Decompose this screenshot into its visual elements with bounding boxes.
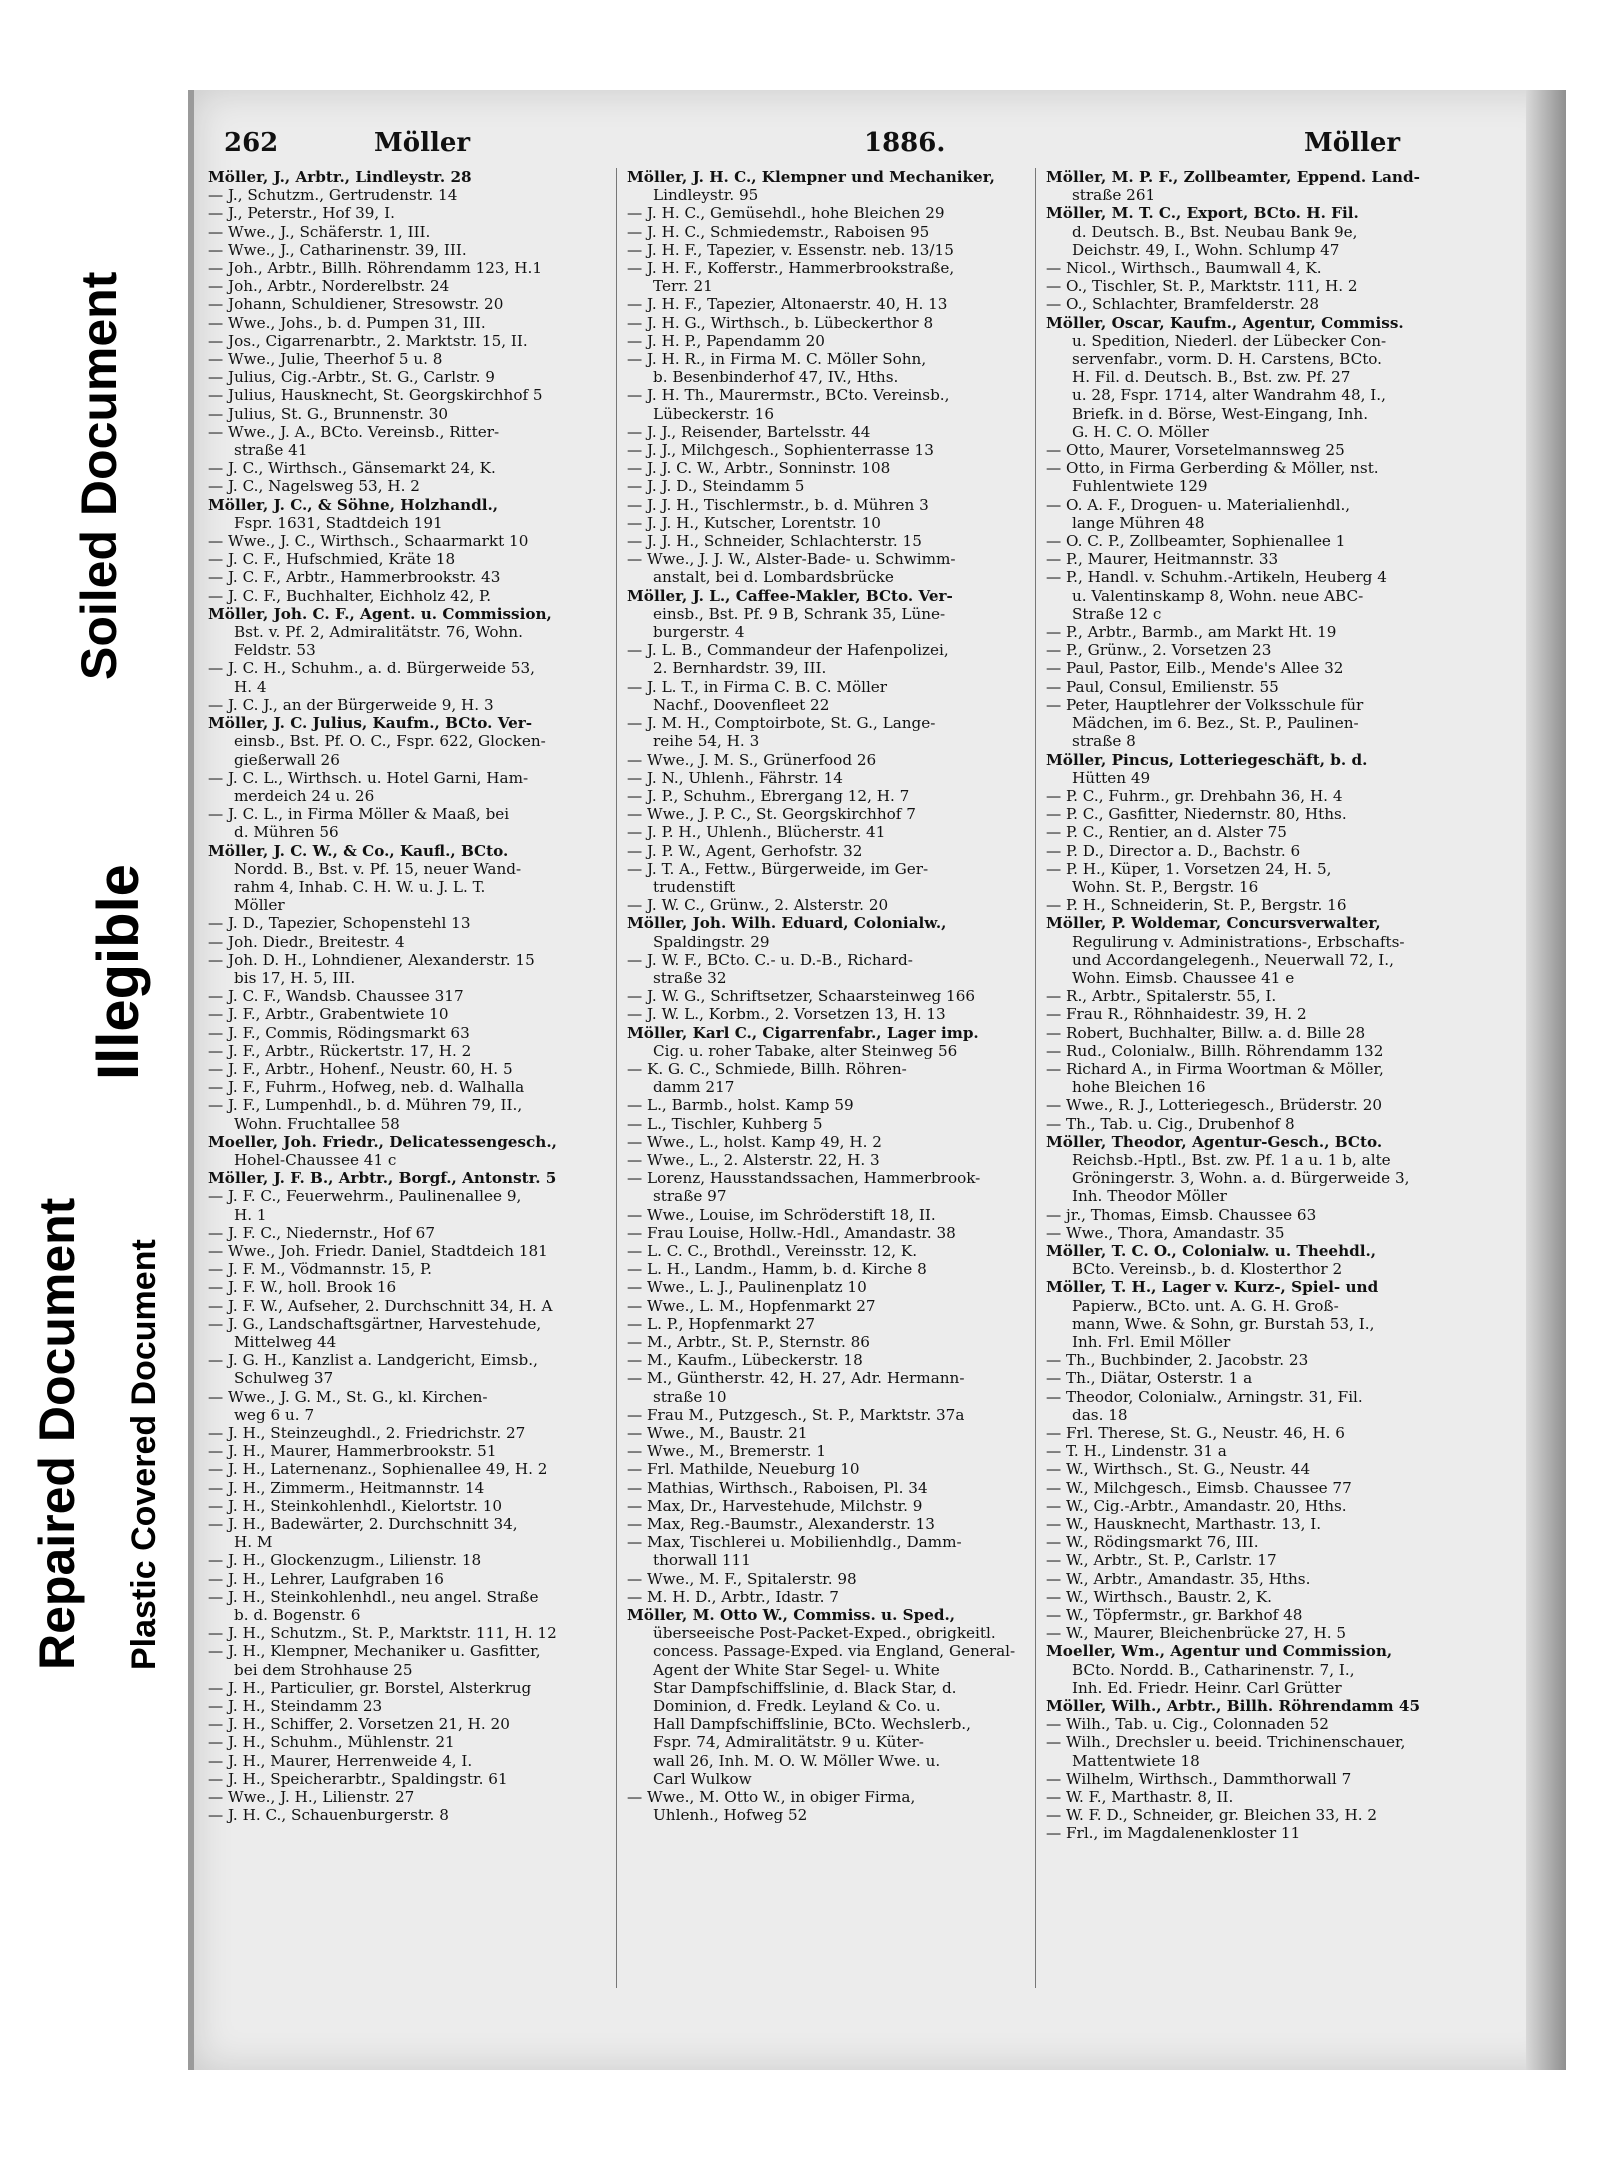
directory-entry-line: H. M [234,1533,273,1552]
directory-entry-line: — J. H., Speicherarbtr., Spaldingstr. 61 [208,1769,508,1788]
directory-entry-line: d. Deutsch. B., Bst. Neubau Bank 9e, [1072,222,1358,241]
directory-entry-line: G. H. C. O. Möller [1072,422,1209,441]
directory-entry-line: — J. F., Fuhrm., Hofweg, neb. d. Walhalla [208,1078,525,1097]
directory-entry-line: — P. C., Gasfitter, Niedernstr. 80, Hths. [1046,805,1347,824]
directory-entry-line: — J. C. F., Hufschmied, Kräte 18 [208,550,456,569]
directory-entry-line: — J. F., Commis, Rödingsmarkt 63 [208,1023,470,1042]
directory-entry-line: — P. C., Rentier, an d. Alster 75 [1046,823,1287,842]
directory-entry-line: — Th., Diätar, Osterstr. 1 a [1046,1369,1253,1388]
directory-entry-line: — Wwe., Julie, Theerhof 5 u. 8 [208,350,443,369]
directory-entry-line: Möller, Theodor, Agentur-Gesch., BCto. [1046,1132,1383,1151]
directory-entry-line: — J. H., Schutzm., St. P., Marktstr. 111, H. 12 [208,1624,557,1643]
directory-entry-line: — J. P. W., Agent, Gerhofstr. 32 [627,841,863,860]
directory-entry-line: — Lorenz, Hausstandssachen, Hammerbrook- [627,1169,981,1188]
directory-entry-line: — J. J. D., Steindamm 5 [627,477,805,496]
directory-entry-line: Möller, M. Otto W., Commiss. u. Sped., [627,1606,956,1625]
directory-entry-line: — Wwe., R. J., Lotteriegesch., Brüderstr. 20 [1046,1096,1383,1115]
directory-entry-line: Möller, J. C., & Söhne, Holzhandl., [208,495,499,514]
directory-entry-line: — M., Arbtr., St. P., Sternstr. 86 [627,1333,870,1351]
directory-entry-line: Hütten 49 [1072,768,1151,787]
directory-entry-line: Möller, T. C. O., Colonialw. u. Theehdl., [1046,1241,1377,1260]
directory-entry-line: Agent der White Star Segel- u. White [653,1660,940,1679]
directory-entry-line: — J. G. H., Kanzlist a. Landgericht, Eimsb., [208,1351,538,1370]
directory-entry-line: — J. F., Arbtr., Hohenf., Neustr. 60, H. 5 [208,1059,513,1078]
directory-entry-line: u. Spedition, Niederl. der Lübecker Con- [1072,331,1387,350]
directory-entry-line: — J. C. L., Wirthsch. u. Hotel Garni, Ham- [208,768,529,787]
directory-entry-line: Wohn. St. P., Bergstr. 16 [1072,877,1259,896]
directory-entry-line: Spaldingstr. 29 [653,932,770,951]
directory-entry-line: Terr. 21 [653,277,713,296]
directory-entry-line: — J. F., Lumpenhdl., b. d. Mühren 79, II., [208,1096,523,1115]
directory-entry-line: — Wwe., M., Baustr. 21 [627,1424,808,1443]
directory-entry-line: Nachf., Doovenfleet 22 [653,695,830,714]
directory-entry-line: — J. W. G., Schriftsetzer, Schaarsteinweg 166 [627,987,976,1006]
directory-entry-line: — J. H., Badewärter, 2. Durchschnitt 34, [208,1515,518,1534]
directory-entry-line: straße 97 [653,1187,727,1206]
directory-entry-line: Lindleystr. 95 [653,186,759,205]
directory-entry-line: Hall Dampfschiffslinie, BCto. Wechslerb., [653,1715,971,1734]
directory-entry-line: — Theodor, Colonialw., Arningstr. 31, Fil. [1046,1387,1363,1406]
directory-entry-line: — J. H. R., in Firma M. C. Möller Sohn, [627,350,927,369]
directory-entry-line: — J. H., Particulier, gr. Borstel, Alsterkrug [208,1678,532,1697]
directory-entry-line: — Frl. Therese, St. G., Neustr. 46, H. 6 [1046,1424,1345,1443]
directory-entry-line: — P., Maurer, Heitmannstr. 33 [1046,550,1279,569]
directory-entry-line: Möller, Oscar, Kaufm., Agentur, Commiss. [1046,313,1404,332]
header-year: 1886. [864,128,946,158]
directory-entry-line: — P. H., Schneiderin, St. P., Bergstr. 16 [1046,896,1347,915]
directory-entry-line: — W., Töpfermstr., gr. Barkhof 48 [1046,1606,1303,1625]
directory-entry-line: — J. T. A., Fettw., Bürgerweide, im Ger- [627,859,929,878]
directory-entry-line: straße 261 [1072,186,1156,205]
directory-entry-line: d. Mühren 56 [234,823,339,842]
directory-entry-line: — Wwe., L. M., Hopfenmarkt 27 [627,1296,876,1315]
directory-entry-line: Möller [234,896,285,915]
directory-entry-line: — J. C. F., Buchhalter, Eichholz 42, P. [208,586,492,605]
directory-entry-line: — Max, Dr., Harvestehude, Milchstr. 9 [627,1496,923,1515]
directory-entry-line: — Wwe., Louise, im Schröderstift 18, II. [627,1205,936,1224]
directory-entry-line: — Wwe., Thora, Amandastr. 35 [1046,1223,1285,1242]
directory-entry-line: — J. H., Glockenzugm., Lilienstr. 18 [208,1551,482,1570]
directory-entry-line: — J. H. F., Tapezier, v. Essenstr. neb. 13/15 [627,240,954,259]
directory-entry-line: — J. H., Steinzeughdl., 2. Friedrichstr. 27 [208,1424,526,1443]
directory-entry-line: — J. H., Steinkohlenhdl., neu angel. Straße [208,1587,539,1606]
directory-entry-line: — Frau Louise, Hollw.-Hdl., Amandastr. 38 [627,1223,956,1242]
directory-entry-line: Briefk. in d. Börse, West-Eingang, Inh. [1072,404,1369,423]
directory-entry-line: — J. H., Lehrer, Laufgraben 16 [208,1569,444,1588]
directory-entry-line: überseeische Post-Packet-Exped., obrigkeitl. [653,1624,996,1643]
directory-entry-line: — P. H., Küper, 1. Vorsetzen 24, H. 5, [1046,859,1332,878]
directory-entry-line: — Th., Buchbinder, 2. Jacobstr. 23 [1046,1351,1309,1370]
directory-entry-line: — Frl. Mathilde, Neueburg 10 [627,1460,860,1479]
directory-entry-line: — J. W. L., Korbm., 2. Vorsetzen 13, H. 13 [627,1005,946,1024]
directory-entry-line: Moeller, Joh. Friedr., Delicatessengesch., [208,1132,557,1151]
directory-entry-line: — J. J. H., Kutscher, Lorentstr. 10 [627,513,881,532]
directory-entry-line: Regulirung v. Administrations-, Erbschafts- [1072,932,1405,951]
directory-entry-line: — Julius, Cig.-Arbtr., St. G., Carlstr. 9 [208,368,495,387]
directory-entry-line: Möller, Wilh., Arbtr., Billh. Röhrendamm 45 [1046,1697,1421,1716]
directory-entry-line: straße 8 [1072,732,1136,751]
directory-entry-line: — Joh., Arbtr., Billh. Röhrendamm 123, H.1 [208,259,542,278]
directory-entry-line: — T. H., Lindenstr. 31 a [1046,1442,1227,1461]
directory-entry-line: — jr., Thomas, Eimsb. Chaussee 63 [1046,1205,1317,1224]
directory-entry-line: bei dem Strohhause 25 [234,1660,413,1679]
directory-entry-line: Mittelweg 44 [234,1333,337,1351]
directory-entry-line: Moeller, Wm., Agentur und Commission, [1046,1642,1393,1661]
directory-entry-line: — J. F. M., Vödmannstr. 15, P. [208,1260,432,1279]
directory-entry-line: — J. H., Klempner, Mechaniker u. Gasfitter, [208,1642,541,1661]
directory-entry-line: BCto. Nordd. B., Catharinenstr. 7, I., [1072,1660,1355,1679]
directory-entry-line: — J. M. H., Comptoirbote, St. G., Lange- [627,714,936,733]
directory-entry-line: wall 26, Inh. M. O. W. Möller Wwe. u. [653,1751,941,1770]
directory-entry-line: Möller, J. C. W., & Co., Kaufl., BCto. [208,841,509,860]
directory-column-2 [627,168,1027,1824]
header-right-keyword: Möller [1304,128,1401,158]
directory-entry-line: Bst. v. Pf. 2, Admiralitätstr. 76, Wohn. [234,623,523,642]
directory-entry-line: H. 4 [234,677,267,696]
directory-entry-line: straße 41 [234,441,308,460]
directory-entry-line: Inh. Frl. Emil Möller [1072,1333,1231,1351]
directory-entry-line: und Accordangelegenh., Neuerwall 72, I., [1072,950,1394,969]
directory-entry-line: u. Valentinskamp 8, Wohn. neue ABC- [1072,586,1364,605]
directory-entry-line: H. Fil. d. Deutsch. B., Bst. zw. Pf. 27 [1072,368,1351,387]
directory-entry-line: — J. J. C. W., Arbtr., Sonninstr. 108 [627,459,891,478]
directory-entry-line: — Wwe., J. P. C., St. Georgskirchhof 7 [627,805,916,824]
directory-entry-line: — Jos., Cigarrenarbtr., 2. Marktstr. 15, II. [208,331,528,350]
directory-entry-line: — W., Arbtr., St. P., Carlstr. 17 [1046,1551,1277,1570]
directory-entry-line: — J. F. C., Feuerwehrm., Paulinenallee 9, [208,1187,522,1206]
directory-entry-line: — Max, Tischlerei u. Mobilienhdlg., Damm- [627,1533,962,1552]
directory-entry-line: — Wwe., M., Bremerstr. 1 [627,1442,826,1461]
directory-entry-line: Uhlenh., Hofweg 52 [653,1806,808,1825]
directory-entry-line: — Wwe., L., holst. Kamp 49, H. 2 [627,1132,882,1151]
directory-entry-line: — Wwe., Johs., b. d. Pumpen 31, III. [208,313,486,332]
directory-entry-line: straße 10 [653,1387,727,1406]
directory-entry-line: — J. F. W., Aufseher, 2. Durchschnitt 34, H. A [208,1296,553,1315]
column-divider [616,168,617,1988]
soiled-document-label: Soiled Document [71,271,127,680]
directory-entry-line: rahm 4, Inhab. C. H. W. u. J. L. T. [234,877,486,896]
directory-entry-line: — L. C. C., Brothdl., Vereinsstr. 12, K. [627,1241,918,1260]
directory-entry-line: Möller, J. F. B., Arbtr., Borgf., Antonstr. 5 [208,1169,557,1188]
directory-entry-line: — Joh., Arbtr., Norderelbstr. 24 [208,277,450,296]
directory-entry-line: Möller, M. T. C., Export, BCto. H. Fil. [1046,204,1359,223]
directory-entry-line: Möller, Joh. Wilh. Eduard, Colonialw., [627,914,947,933]
directory-entry-line: — Wwe., Joh. Friedr. Daniel, Stadtdeich 181 [208,1241,548,1260]
directory-entry-line: — Johann, Schuldiener, Stresowstr. 20 [208,295,504,314]
directory-entry-line: Inh. Ed. Friedr. Heinr. Carl Grütter [1072,1678,1342,1697]
directory-entry-line: Star Dampfschiffslinie, d. Black Star, d. [653,1678,957,1697]
directory-entry-line: — J. H., Maurer, Herrenweide 4, I. [208,1751,473,1770]
directory-entry-line: — J. H., Schuhm., Mühlenstr. 21 [208,1733,455,1752]
directory-entry-line: — P. C., Fuhrm., gr. Drehbahn 36, H. 4 [1046,786,1343,805]
directory-entry-line: Hohel-Chaussee 41 c [234,1150,397,1169]
directory-entry-line: — Frau R., Röhnhaidestr. 39, H. 2 [1046,1005,1307,1024]
directory-entry-line: — J. J., Milchgesch., Sophienterrasse 13 [627,441,934,460]
directory-entry-line: — P. D., Director a. D., Bachstr. 6 [1046,841,1301,860]
directory-entry-line: Möller, J. L., Caffee-Makler, BCto. Ver- [627,586,953,605]
directory-entry-line: — W., Hausknecht, Marthastr. 13, I. [1046,1515,1322,1534]
directory-entry-line: — J. L. B., Commandeur der Hafenpolizei, [627,641,949,660]
directory-entry-line: — Wwe., L., 2. Alsterstr. 22, H. 3 [627,1150,880,1169]
directory-entry-line: — J. G., Landschaftsgärtner, Harvestehude, [208,1314,542,1333]
directory-entry-line: — W. F. D., Schneider, gr. Bleichen 33, H. 2 [1046,1806,1378,1825]
illegible-label: Illegible [86,864,151,1080]
directory-entry-line: — Wwe., J. A., BCto. Vereinsb., Ritter- [208,422,500,441]
directory-entry-line: Wohn. Fruchtallee 58 [234,1114,400,1133]
directory-entry-line: — J. N., Uhlenh., Fährstr. 14 [627,768,843,787]
directory-entry-line: Schulweg 37 [234,1369,334,1388]
directory-entry-line: — J. P., Schuhm., Ebrergang 12, H. 7 [627,786,910,805]
directory-column-3 [1046,168,1446,1843]
directory-entry-line: — J. H., Steindamm 23 [208,1697,383,1716]
directory-entry-line: weg 6 u. 7 [234,1405,315,1424]
directory-entry-line: — Wwe., J. H., Lilienstr. 27 [208,1788,415,1807]
directory-entry-line: Gröningerstr. 3, Wohn. a. d. Bürgerweide 3, [1072,1169,1410,1188]
directory-entry-line: Feldstr. 53 [234,641,316,660]
directory-entry-line: — Wwe., M. F., Spitalerstr. 98 [627,1569,857,1588]
directory-entry-line: Inh. Theodor Möller [1072,1187,1227,1206]
directory-entry-line: Deichstr. 49, I., Wohn. Schlump 47 [1072,240,1340,259]
directory-entry-line: thorwall 111 [653,1551,751,1570]
directory-entry-line: — J. F., Arbtr., Rückertstr. 17, H. 2 [208,1041,472,1060]
directory-entry-line: — J. H. C., Schauenburgerstr. 8 [208,1806,449,1825]
directory-entry-line: Carl Wulkow [653,1769,752,1788]
directory-entry-line: — Richard A., in Firma Woortman & Möller, [1046,1059,1384,1078]
directory-entry-line: — W., Wirthsch., St. G., Neustr. 44 [1046,1460,1311,1479]
directory-entry-line: — W., Rödingsmarkt 76, III. [1046,1533,1259,1552]
directory-entry-line: — J. C. L., in Firma Möller & Maaß, bei [208,805,510,824]
directory-entry-line: — J., Peterstr., Hof 39, I. [208,204,395,223]
directory-entry-line: — J. C. F., Arbtr., Hammerbrookstr. 43 [208,568,501,587]
directory-entry-line: gießerwall 26 [234,750,340,769]
directory-entry-line: Lübeckerstr. 16 [653,404,775,423]
directory-entry-line: — J. H., Steinkohlenhdl., Kielortstr. 10 [208,1496,503,1515]
directory-entry-line: — Rud., Colonialw., Billh. Röhrendamm 132 [1046,1041,1384,1060]
directory-entry-line: — L. P., Hopfenmarkt 27 [627,1314,816,1333]
directory-entry-line: — J. L. T., in Firma C. B. C. Möller [627,677,888,696]
column-divider [1035,168,1036,1988]
directory-entry-line: — Max, Reg.-Baumstr., Alexanderstr. 13 [627,1515,935,1534]
header-left-keyword: Möller [374,128,471,158]
plastic-covered-document-label: Plastic Covered Document [125,1239,163,1670]
directory-entry-line: Wohn. Eimsb. Chaussee 41 e [1072,968,1295,987]
directory-entry-line: Möller, P. Woldemar, Concursverwalter, [1046,914,1381,933]
directory-entry-line: — J. H. C., Gemüsehdl., hohe Bleichen 29 [627,204,945,223]
directory-entry-line: b. Besenbinderhof 47, IV., Hths. [653,368,899,387]
directory-entry-line: anstalt, bei d. Lombardsbrücke [653,568,894,587]
directory-entry-line: Straße 12 c [1072,604,1162,623]
directory-entry-line: — L., Tischler, Kuhberg 5 [627,1114,823,1133]
directory-entry-line: das. 18 [1072,1405,1128,1424]
directory-entry-line: — W. F., Marthastr. 8, II. [1046,1788,1234,1807]
directory-entry-line: straße 32 [653,968,727,987]
directory-entry-line: — Th., Tab. u. Cig., Drubenhof 8 [1046,1114,1295,1133]
directory-entry-line: — W., Cig.-Arbtr., Amandastr. 20, Hths. [1046,1496,1347,1515]
directory-entry-line: — Wilh., Tab. u. Cig., Colonnaden 52 [1046,1715,1329,1734]
directory-entry-line: — Wwe., J. J. W., Alster-Bade- u. Schwimm- [627,550,956,569]
page-header [224,128,1506,168]
directory-entry-line: Möller, J. H. C., Klempner und Mechaniker, [627,168,995,186]
directory-entry-line: BCto. Vereinsb., b. d. Klosterthor 2 [1072,1260,1343,1279]
directory-entry-line: — J. J. H., Tischlermstr., b. d. Mühren 3 [627,495,929,514]
directory-entry-line: Papierw., BCto. unt. A. G. H. Groß- [1072,1296,1339,1315]
directory-entry-line: — J. H. P., Papendamm 20 [627,331,825,350]
directory-entry-line: — Joh. D. H., Lohndiener, Alexanderstr. 15 [208,950,535,969]
directory-entry-line: trudenstift [653,877,736,896]
directory-entry-line: — J. H., Laternenanz., Sophienallee 49, H. 2 [208,1460,548,1479]
directory-entry-line: — M., Güntherstr. 42, H. 27, Adr. Hermann- [627,1369,965,1388]
directory-entry-line: — J. H., Schiffer, 2. Vorsetzen 21, H. 20 [208,1715,510,1734]
directory-entry-line: u. 28, Fspr. 1714, alter Wandrahm 48, I., [1072,386,1386,405]
directory-entry-line: — Peter, Hauptlehrer der Volksschule für [1046,695,1364,714]
directory-entry-line: — J. C., Wirthsch., Gänsemarkt 24, K. [208,459,496,478]
directory-entry-line: burgerstr. 4 [653,623,745,642]
directory-entry-line: Cig. u. roher Tabake, alter Steinweg 56 [653,1041,958,1060]
directory-entry-line: — K. G. C., Schmiede, Billh. Röhren- [627,1059,907,1078]
directory-entry-line: Fspr. 1631, Stadtdeich 191 [234,513,443,532]
directory-entry-line: — O., Tischler, St. P., Marktstr. 111, H. 2 [1046,277,1358,296]
directory-entry-line: — J. J., Reisender, Bartelsstr. 44 [627,422,871,441]
page-number: 262 [224,128,279,158]
directory-entry-line: — L. H., Landm., Hamm, b. d. Kirche 8 [627,1260,927,1279]
directory-entry-line: — Julius, Hausknecht, St. Georgskirchhof 5 [208,386,543,405]
directory-entry-line: — Julius, St. G., Brunnenstr. 30 [208,404,449,423]
directory-entry-line: — Wilhelm, Wirthsch., Dammthorwall 7 [1046,1769,1352,1788]
directory-entry-line: Fspr. 74, Admiralitätstr. 9 u. Küter- [653,1733,924,1752]
directory-entry-line: — M. H. D., Arbtr., Idastr. 7 [627,1587,839,1606]
directory-entry-line: — J. F. C., Niedernstr., Hof 67 [208,1223,435,1242]
directory-entry-line: damm 217 [653,1078,735,1097]
directory-entry-line: — J. C. F., Wandsb. Chaussee 317 [208,987,464,1006]
repaired-document-label: Repaired Document [29,1197,85,1670]
directory-entry-line: — J. W. F., BCto. C.- u. D.-B., Richard- [627,950,913,969]
directory-entry-line: servenfabr., vorm. D. H. Carstens, BCto. [1072,350,1383,369]
directory-entry-line: Reichsb.-Hptl., Bst. zw. Pf. 1 a u. 1 b, alte [1072,1150,1391,1169]
directory-entry-line: — Wwe., L. J., Paulinenplatz 10 [627,1278,867,1297]
directory-entry-line: bis 17, H. 5, III. [234,968,356,987]
directory-entry-line: — Wwe., M. Otto W., in obiger Firma, [627,1788,916,1807]
directory-entry-line: — Wwe., J., Schäferstr. 1, III. [208,222,431,241]
directory-entry-line: — J. J. H., Schneider, Schlachterstr. 15 [627,532,922,551]
directory-entry-line: Mattentwiete 18 [1072,1751,1200,1770]
directory-entry-line: — Wwe., J., Catharinenstr. 39, III. [208,240,467,259]
directory-entry-line: — J. C., Nagelsweg 53, H. 2 [208,477,420,496]
directory-entry-line: — J. H. Th., Maurermstr., BCto. Vereinsb., [627,386,950,405]
directory-entry-line: — W., Arbtr., Amandastr. 35, Hths. [1046,1569,1311,1588]
directory-entry-line: — J. H. G., Wirthsch., b. Lübeckerthor 8 [627,313,934,332]
directory-entry-line: — Mathias, Wirthsch., Raboisen, Pl. 34 [627,1478,928,1497]
directory-entry-line: — Wwe., J. G. M., St. G., kl. Kirchen- [208,1387,488,1406]
directory-entry-line: Mädchen, im 6. Bez., St. P., Paulinen- [1072,714,1359,733]
directory-entry-line: mann, Wwe. & Sohn, gr. Burstah 53, I., [1072,1314,1375,1333]
directory-entry-line: — J. D., Tapezier, Schopenstehl 13 [208,914,471,933]
directory-entry-line: Möller, M. P. F., Zollbeamter, Eppend. Land- [1046,168,1420,186]
directory-entry-line: reihe 54, H. 3 [653,732,760,751]
directory-entry-line: Möller, J., Arbtr., Lindleystr. 28 [208,168,472,186]
directory-entry-line: — J. C. H., Schuhm., a. d. Bürgerweide 53, [208,659,535,678]
directory-entry-line: — O. C. P., Zollbeamter, Sophienallee 1 [1046,532,1346,551]
page-edge [1526,90,1566,2070]
directory-entry-line: — J. H. F., Kofferstr., Hammerbrookstraße, [627,259,955,278]
directory-entry-line: — P., Handl. v. Schuhm.-Artikeln, Heuberg 4 [1046,568,1387,587]
directory-entry-line: — W., Wirthsch., Baustr. 2, K. [1046,1587,1272,1606]
directory-entry-line: — J. C. J., an der Bürgerweide 9, H. 3 [208,695,494,714]
directory-entry-line: — Frau M., Putzgesch., St. P., Marktstr. 37a [627,1405,965,1424]
directory-entry-line: Dominion, d. Fredk. Leyland & Co. u. [653,1697,941,1716]
directory-entry-line: concess. Passage-Exped. via England, General- [653,1642,1016,1661]
directory-entry-line: b. d. Bogenstr. 6 [234,1606,361,1625]
directory-entry-line: — Paul, Consul, Emilienstr. 55 [1046,677,1279,696]
directory-entry-line: — J. F. W., holl. Brook 16 [208,1278,397,1297]
directory-entry-line: — Joh. Diedr., Breitestr. 4 [208,932,405,951]
directory-entry-line: — P., Grünw., 2. Vorsetzen 23 [1046,641,1272,660]
directory-entry-line: — Wwe., J. M. S., Grünerfood 26 [627,750,877,769]
directory-entry-line: — P., Arbtr., Barmb., am Markt Ht. 19 [1046,623,1337,642]
directory-entry-line: — Otto, in Firma Gerberding & Möller, nst. [1046,459,1379,478]
directory-entry-line: Möller, T. H., Lager v. Kurz-, Spiel- und [1046,1278,1379,1297]
directory-entry-line: hohe Bleichen 16 [1072,1078,1206,1097]
directory-entry-line: — J. H. F., Tapezier, Altonaerstr. 40, H. 13 [627,295,948,314]
directory-entry-line: — Nicol., Wirthsch., Baumwall 4, K. [1046,259,1322,278]
directory-entry-line: — J. H. C., Schmiedemstr., Raboisen 95 [627,222,930,241]
directory-entry-line: 2. Bernhardstr. 39, III. [653,659,827,678]
directory-entry-line: — Otto, Maurer, Vorsetelmannsweg 25 [1046,441,1345,460]
directory-entry-line: Möller, J. C. Julius, Kaufm., BCto. Ver- [208,714,533,733]
directory-entry-line: — Frl., im Magdalenenkloster 11 [1046,1824,1301,1843]
directory-entry-line: — Robert, Buchhalter, Billw. a. d. Bille 28 [1046,1023,1366,1042]
directory-entry-line: merdeich 24 u. 26 [234,786,375,805]
directory-entry-line: einsb., Bst. Pf. O. C., Fspr. 622, Glocken- [234,732,546,751]
directory-entry-line: — Wwe., J. C., Wirthsch., Schaarmarkt 10 [208,532,529,551]
directory-column-1 [208,168,608,1824]
document-condition-labels [0,0,190,2177]
directory-entry-line: — M., Kaufm., Lübeckerstr. 18 [627,1351,863,1370]
directory-entry-line: — J., Schutzm., Gertrudenstr. 14 [208,186,458,205]
directory-entry-line: lange Mühren 48 [1072,513,1205,532]
directory-entry-line: Möller, Karl C., Cigarrenfabr., Lager imp. [627,1023,979,1042]
directory-entry-line: — J. W. C., Grünw., 2. Alsterstr. 20 [627,896,889,915]
directory-entry-line: — W., Maurer, Bleichenbrücke 27, H. 5 [1046,1624,1347,1643]
directory-entry-line: — J. P. H., Uhlenh., Blücherstr. 41 [627,823,886,842]
directory-entry-line: H. 1 [234,1205,267,1224]
directory-entry-line: — W., Milchgesch., Eimsb. Chaussee 77 [1046,1478,1352,1497]
directory-entry-line: — J. H., Zimmerm., Heitmannstr. 14 [208,1478,485,1497]
directory-entry-line: — Wilh., Drechsler u. beeid. Trichinenschauer, [1046,1733,1406,1752]
directory-entry-line: — O., Schlachter, Bramfelderstr. 28 [1046,295,1320,314]
directory-entry-line: — J. H., Maurer, Hammerbrookstr. 51 [208,1442,497,1461]
directory-entry-line: — O. A. F., Droguen- u. Materialienhdl., [1046,495,1351,514]
directory-entry-line: — L., Barmb., holst. Kamp 59 [627,1096,854,1115]
directory-entry-line: — J. F., Arbtr., Grabentwiete 10 [208,1005,449,1024]
directory-entry-line: Fuhlentwiete 129 [1072,477,1208,496]
directory-entry-line: Möller, Pincus, Lotteriegeschäft, b. d. [1046,750,1368,769]
directory-entry-line: — R., Arbtr., Spitalerstr. 55, I. [1046,987,1277,1006]
directory-entry-line: Möller, Joh. C. F., Agent. u. Commission, [208,604,552,623]
directory-entry-line: — Paul, Pastor, Eilb., Mende's Allee 32 [1046,659,1344,678]
directory-entry-line: Nordd. B., Bst. v. Pf. 15, neuer Wand- [234,859,522,878]
directory-page [188,90,1566,2070]
directory-entry-line: einsb., Bst. Pf. 9 B, Schrank 35, Lüne- [653,604,946,623]
